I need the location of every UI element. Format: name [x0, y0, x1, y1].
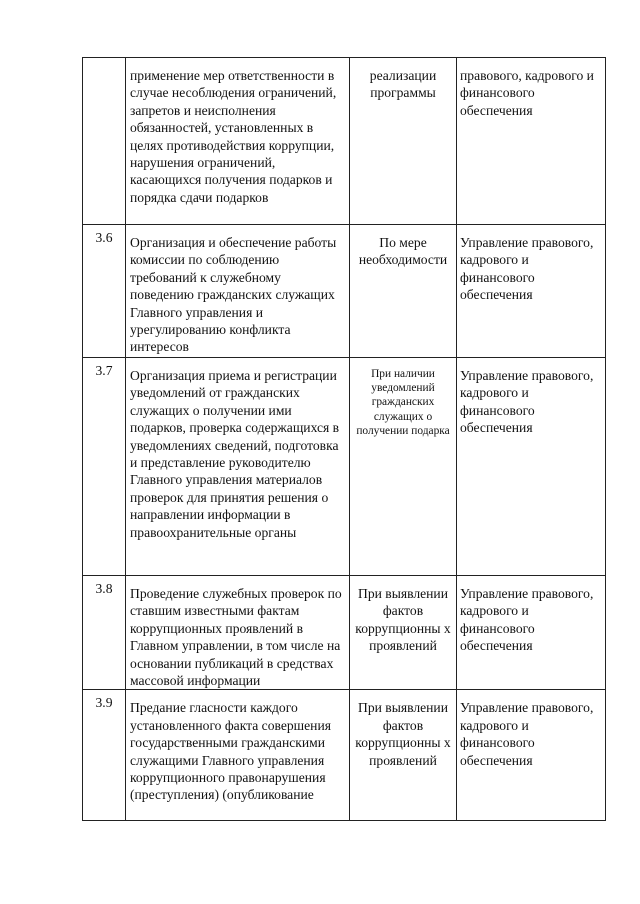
measure-responsible: Управление правового, кадрового и финансового обеспечения [457, 576, 606, 690]
table-row [83, 576, 606, 690]
measure-description: Организация приема и регистрации уведомлений от гражданских служащих о получении ими подарков, проверка содержащихся в уведомлениях сведений, подготовка и представление руководителю Главного управления материалов проверок для принятия решения о направлении информации в правоохранительные органы [126, 358, 350, 576]
row-number: 3.7 [83, 358, 126, 576]
measure-responsible: Управление правового, кадрового и финансового обеспечения [457, 690, 606, 821]
measures-table [82, 57, 606, 821]
measure-term: При наличии уведомлений гражданских служащих о получении подарка [350, 358, 457, 576]
row-number: 3.9 [83, 690, 126, 821]
table-row [83, 690, 606, 821]
row-number: 3.8 [83, 576, 126, 690]
measure-term: При выявлении фактов коррупционны х проявлений [350, 576, 457, 690]
measure-responsible: Управление правового, кадрового и финансового обеспечения [457, 225, 606, 358]
measure-description: Проведение служебных проверок по ставшим известными фактам коррупционных проявлений в Главном управлении, в том числе на основании публикаций в средствах массовой информации [126, 576, 350, 690]
measure-description: Предание гласности каждого установленного факта совершения государственными гражданскими служащими Главного управления коррупционного правонарушения (преступления) (опубликование [126, 690, 350, 821]
measure-term: реализации программы [350, 58, 457, 225]
row-number [83, 58, 126, 225]
measure-description: применение мер ответственности в случае несоблюдения ограничений, запретов и неисполнения обязанностей, установленных в целях противодействия коррупции, нарушения ограничений, касающихся получения подарков и порядка сдачи подарков [126, 58, 350, 225]
measure-responsible: Управление правового, кадрового и финансового обеспечения [457, 358, 606, 576]
table-row [83, 225, 606, 358]
measure-term: По мере необходимости [350, 225, 457, 358]
measure-description: Организация и обеспечение работы комиссии по соблюдению требований к служебному поведению гражданских служащих Главного управления и урегулированию конфликта интересов [126, 225, 350, 358]
table-row [83, 358, 606, 576]
table-row [83, 58, 606, 225]
measure-term: При выявлении фактов коррупционны х проявлений [350, 690, 457, 821]
row-number: 3.6 [83, 225, 126, 358]
measure-responsible: правового, кадрового и финансового обеспечения [457, 58, 606, 225]
